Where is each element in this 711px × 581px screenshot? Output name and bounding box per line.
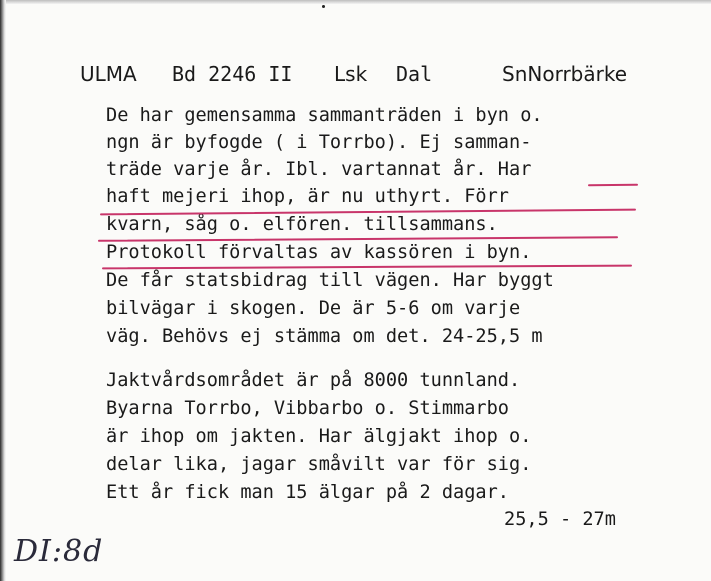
paragraph-2-line-2: Byarna Torrbo, Vibbarbo o. Stimmarbo (106, 398, 509, 419)
time-reference-2: 25,5 - 27m (504, 509, 616, 530)
header-dal: Dal (396, 62, 433, 86)
paragraph-1-line-6: Protokoll förvaltas av kassören i byn. (106, 242, 532, 263)
header-socken: SnNorrbärke (502, 62, 628, 86)
paragraph-1-line-3: träde varje år. Ibl. vartannat år. Har (106, 159, 532, 180)
paragraph-1-line-5: kvarn, såg o. elfören. tillsammans. (106, 214, 498, 235)
paragraph-2-line-3: är ihop om jakten. Har älgjakt ihop o. (106, 426, 532, 447)
paragraph-1-line-4: haft mejeri ihop, är nu uthyrt. Förr (106, 186, 509, 207)
card-top-edge (0, 0, 711, 4)
underline-har (588, 184, 638, 187)
paragraph-1-line-2: ngn är byfogde ( i Torrbo). Ej samman- (106, 132, 532, 153)
paragraph-2-line-1: Jaktvårdsområdet är på 8000 tunnland. (106, 370, 521, 391)
paragraph-1-line-1: De har gemensamma sammanträden i byn o. (106, 105, 543, 126)
archive-signature: DI:8d (14, 534, 104, 569)
header-lsk: Lsk (334, 62, 368, 86)
ink-dot (322, 5, 325, 8)
header-ulma: ULMA (80, 62, 137, 86)
paragraph-1-line-7: De får statsbidrag till vägen. Har byggt (106, 270, 554, 291)
paragraph-1-line-8: bilvägar i skogen. De är 5-6 om varje (106, 298, 521, 319)
paragraph-1-line-9: väg. Behövs ej stämma om det. 24-25,5 m (106, 326, 543, 347)
card-left-edge (0, 0, 6, 581)
paragraph-2-line-5: Ett år fick man 15 älgar på 2 dagar. (106, 482, 509, 503)
paragraph-2-line-4: delar lika, jagar småvilt var för sig. (106, 454, 532, 475)
header-bd: Bd 2246 II (172, 62, 293, 86)
